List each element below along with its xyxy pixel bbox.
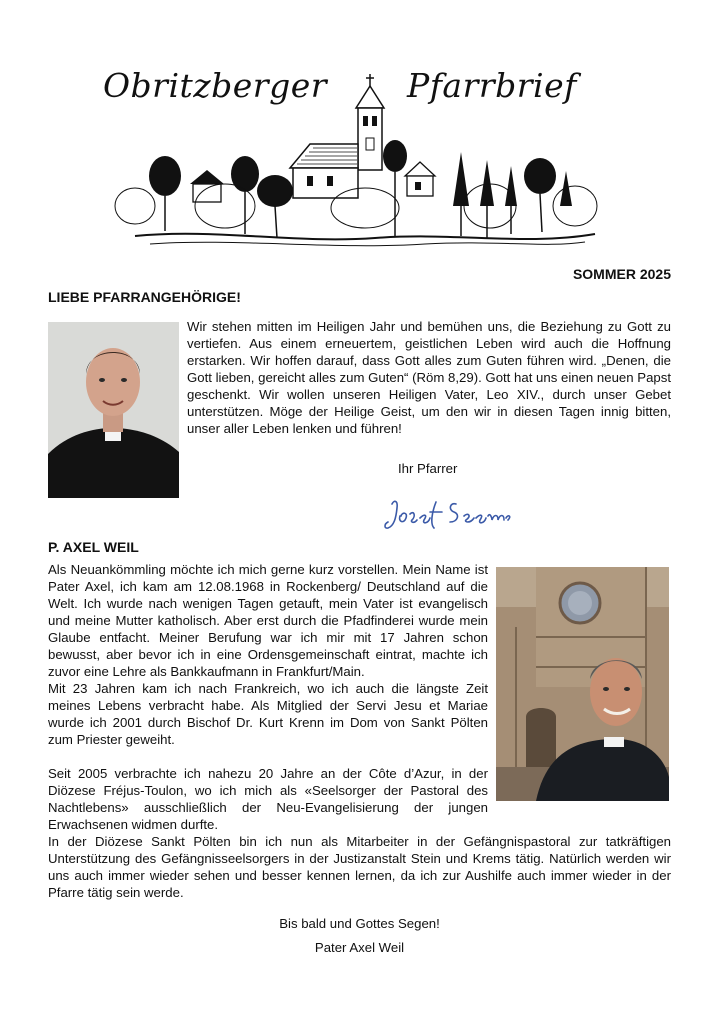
section-heading-axel-weil: P. AXEL WEIL <box>48 539 139 555</box>
pastor-portrait-photo <box>48 322 179 498</box>
pastor-closing: Ihr Pfarrer <box>398 461 458 476</box>
bio-text-b: Mit 23 Jahren kam ich nach Frankreich, wo ich auch die längste Zeit meines Lebens verbracht habe. Als Mitglied der Servi Jesu et Mariae wurde ich 2001 durch Bischof Dr. Kurt Krenn im Dom von Sankt Pölten zum Priester geweiht. <box>48 681 488 747</box>
issue-season: SOMMER 2025 <box>572 266 671 282</box>
axel-weil-photo <box>496 567 669 801</box>
bio-text-a: Als Neuankömmling möchte ich mich gerne kurz vorstellen. Mein Name ist Pater Axel, ich kam am 12.08.1968 in Rockenberg/ Deutschland auf die Welt. Ich wurde nach wenigen Tagen getauft, mein Vater ist evangelisch und meine Mutter katholisch. Aber erst durch die Pfadfinderei wurde mein Glaube entfacht. Meiner Berufung war ich mir mit 17 Jahren schon bewusst, aber bevor ich in eine Ordensgemeinschaft eintrat, machte ich zuvor eine Lehre als Bankkaufmann in Frankfurt/Main. <box>48 562 488 679</box>
masthead-title-right: Pfarrbrief <box>407 66 577 105</box>
pastor-signature <box>384 494 514 541</box>
bio-paragraph-2: Seit 2005 verbrachte ich nahezu 20 Jahre an der Côte d’Azur, in der Diözese Fréjus-Toulon, wo ich mich als «Seelsorger der Pastoral des Nachtlebens» ausschließlich der Neu-Evangelisierung der jungen Erwachsenen widmen durfte. <box>48 766 488 832</box>
intro-paragraph: Wir stehen mitten im Heiligen Jahr und bemühen uns, die Beziehung zu Gott zu vertiefen. Aus einem erneuertem, geistlichen Leben wird auch die Hoffnung erstarken. Wir hoffen darauf, dass Gott alles zum Guten führen wird. „Denen, die Gott lieben, gereicht alles zum Guten“ (Röm 8,29). Gott hat uns einen neuen Papst geschenkt. Wir wollen unseren Heiligen Vater, Leo XIV., durch unser Gebet unterstützen. Möge der Heilige Geist, um den wir in diesen Tagen innig bitten, unser aller Leben lenken und führen! <box>187 319 671 436</box>
greeting-heading: LIEBE PFARRANGEHÖRIGE! <box>48 289 241 305</box>
bio-paragraph-1 <box>48 561 488 748</box>
masthead <box>95 56 615 251</box>
axel-closing-blessing: Bis bald und Gottes Segen! <box>279 916 440 931</box>
bio-paragraph-3: In der Diözese Sankt Pölten bin ich nun als Mitarbeiter in der Gefängnispastoral zur tatkräftigen Unterstützung des Gefängnisseelsorgers in der Justizanstalt Stein und Krems tätig. Natürlich werden wir uns auch immer wieder sehen und besser kennen lernen, da ich zur Aushilfe auch immer wieder in der Pfarre tätig sein werde. <box>48 834 671 900</box>
masthead-title-left: Obritzberger <box>103 66 328 105</box>
axel-closing-name: Pater Axel Weil <box>314 940 405 955</box>
